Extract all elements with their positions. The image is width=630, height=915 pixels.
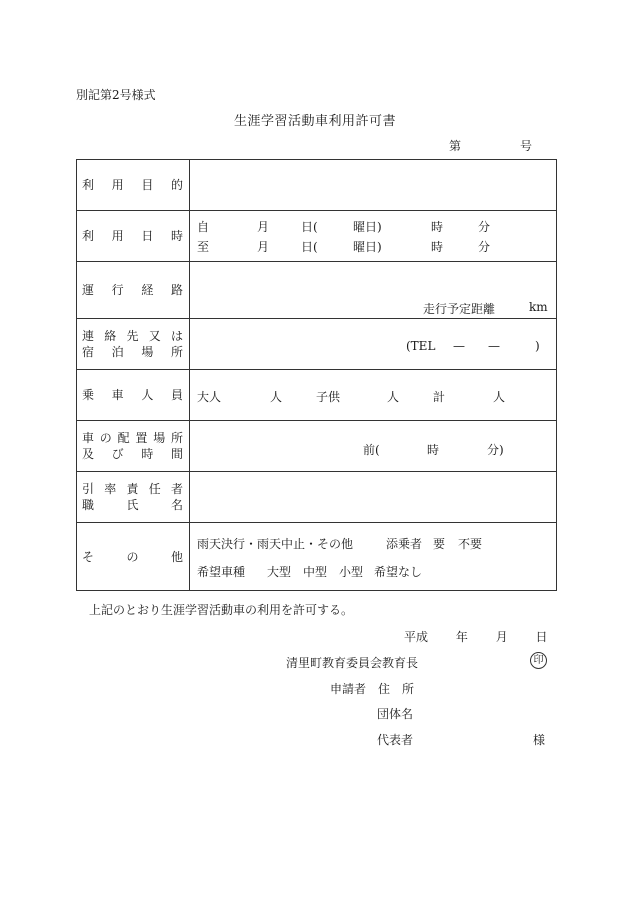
escort-not-required[interactable]: 不要 [458,537,483,551]
label-char: 置 [135,431,148,445]
label-char: の [126,549,139,564]
datetime-label-cell [77,211,190,262]
other-row [77,523,557,591]
date-month: 月 [495,630,508,644]
riders-label-cell [77,370,190,421]
placement-label-line1 [77,430,189,446]
adults-unit: 人 [270,390,283,404]
riders-value-cell[interactable] [190,370,557,421]
label-char: 所 [170,345,183,359]
label-char: 又 [148,329,161,343]
from-hour: 時 [431,220,444,234]
honorific-sama: 様 [533,733,546,747]
to-label: 至 [197,240,210,254]
label-char: 他 [170,549,183,564]
route-label [77,282,189,298]
from-day: 日( [301,220,318,234]
label-char: 的 [170,178,183,192]
other-label [77,549,189,565]
leader-label-line1 [77,481,189,497]
route-row [77,262,557,319]
label-char: 路 [170,283,183,297]
label-char: 用 [111,178,124,192]
placement-label-cell [77,421,190,472]
vehicle-medium[interactable]: 中型 [303,565,328,579]
form-number-label: 別記第2号様式 [76,88,156,102]
route-label-cell [77,262,190,319]
label-char: 連 [82,329,95,343]
datetime-row [77,211,557,262]
label-char: 引 [82,482,95,496]
tel-close: ) [535,339,540,353]
label-char: 行 [111,283,124,297]
label-char: 日 [141,229,154,243]
tel-dash-2: — [488,339,500,353]
riders-row [77,370,557,421]
other-label-cell [77,523,190,591]
label-char: 先 [126,329,139,343]
tel-open: (TEL [406,339,436,353]
seal-icon: 印 [530,652,547,669]
label-char: 絡 [104,329,117,343]
label-char: 任 [148,482,161,496]
contact-row [77,319,557,370]
label-char: 配 [117,431,130,445]
datetime-value-cell[interactable] [190,211,557,262]
label-char: 率 [104,482,117,496]
tel-dash-1: — [453,339,465,353]
label-char: 場 [153,431,166,445]
label-char: 用 [111,229,124,243]
label-char: 車 [111,388,124,402]
permit-table [76,159,557,591]
leader-label-line2 [77,497,189,513]
label-char: 泊 [111,345,124,359]
label-char: 時 [170,229,183,243]
vehicle-large[interactable]: 大型 [267,565,292,579]
issue-date [404,628,548,645]
children-label: 子供 [316,390,341,404]
contact-label-cell [77,319,190,370]
label-char: 員 [170,388,183,402]
distance-label: 走行予定距離 [423,302,496,316]
label-char: 者 [170,482,183,496]
children-unit: 人 [387,390,400,404]
to-month: 月 [257,240,270,254]
placement-value-cell[interactable] [190,421,557,472]
datetime-label [77,228,189,244]
label-char: 時 [141,447,154,461]
date-era: 平成 [404,630,429,644]
riders-label [77,387,189,403]
placement-minute: 分) [487,443,504,457]
date-year: 年 [455,630,468,644]
leader-value-cell[interactable] [190,472,557,523]
to-minute: 分 [478,240,491,254]
escort-required[interactable]: 要 [433,537,446,551]
label-char: 利 [82,229,95,243]
route-value-cell[interactable] [190,262,557,319]
date-day: 日 [535,630,548,644]
placement-row [77,421,557,472]
label-char: 乗 [82,388,95,402]
vehicle-pref-label: 希望車種 [197,565,246,579]
from-weekday: 曜日) [353,220,382,234]
label-char: そ [82,549,95,564]
issuer-name: 清里町教育委員会教育長 [286,656,419,670]
permit-number-suffix: 号 [520,139,533,153]
vehicle-small[interactable]: 小型 [339,565,364,579]
permission-statement: 上記のとおり生涯学習活動車の利用を許可する。 [89,603,354,617]
document-title: 生涯学習活動車利用許可書 [233,114,396,129]
label-char: 利 [82,178,95,192]
placement-label-line2 [77,446,189,462]
label-char: 名 [170,498,183,512]
weather-options[interactable]: 雨天決行・雨天中止・その他 [197,537,354,551]
applicant-address-label: 申請者 住 所 [330,682,415,696]
placement-hour: 時 [427,443,440,457]
label-char: 目 [141,178,154,192]
label-char: の [99,431,112,445]
label-char: 職 [82,498,95,512]
label-char: 及 [82,447,95,461]
total-label: 計 [433,390,446,404]
contact-value-cell[interactable] [190,319,557,370]
from-label: 自 [197,220,210,234]
label-char: 宿 [82,345,95,359]
to-day: 日( [301,240,318,254]
label-char: び [111,447,124,461]
purpose-label [77,177,189,193]
total-unit: 人 [493,390,506,404]
purpose-value-cell[interactable] [190,160,557,211]
adults-label: 大人 [197,390,222,404]
permit-number-prefix: 第 [449,139,462,153]
label-char: 所 [170,431,183,445]
label-char: 運 [82,283,95,297]
label-char: 場 [141,345,154,359]
placement-before: 前( [363,443,380,457]
contact-label-line1 [77,328,189,344]
representative-label: 代表者 [377,733,414,747]
from-month: 月 [257,220,270,234]
leader-label-cell [77,472,190,523]
label-char: 間 [170,447,183,461]
to-weekday: 曜日) [353,240,382,254]
label-char: は [170,329,183,343]
label-char: 車 [82,431,95,445]
label-char: 氏 [126,498,139,512]
purpose-row [77,160,557,211]
distance-unit: km [529,300,548,314]
escort-label: 添乗者 [386,537,423,551]
vehicle-no-pref[interactable]: 希望なし [374,565,423,579]
purpose-label-cell [77,160,190,211]
label-char: 責 [126,482,139,496]
label-char: 経 [141,283,154,297]
to-hour: 時 [431,240,444,254]
other-value-cell[interactable] [190,523,557,591]
contact-label-line2 [77,344,189,360]
leader-row [77,472,557,523]
from-minute: 分 [478,220,491,234]
group-name-label: 団体名 [377,707,414,721]
label-char: 人 [141,388,154,402]
